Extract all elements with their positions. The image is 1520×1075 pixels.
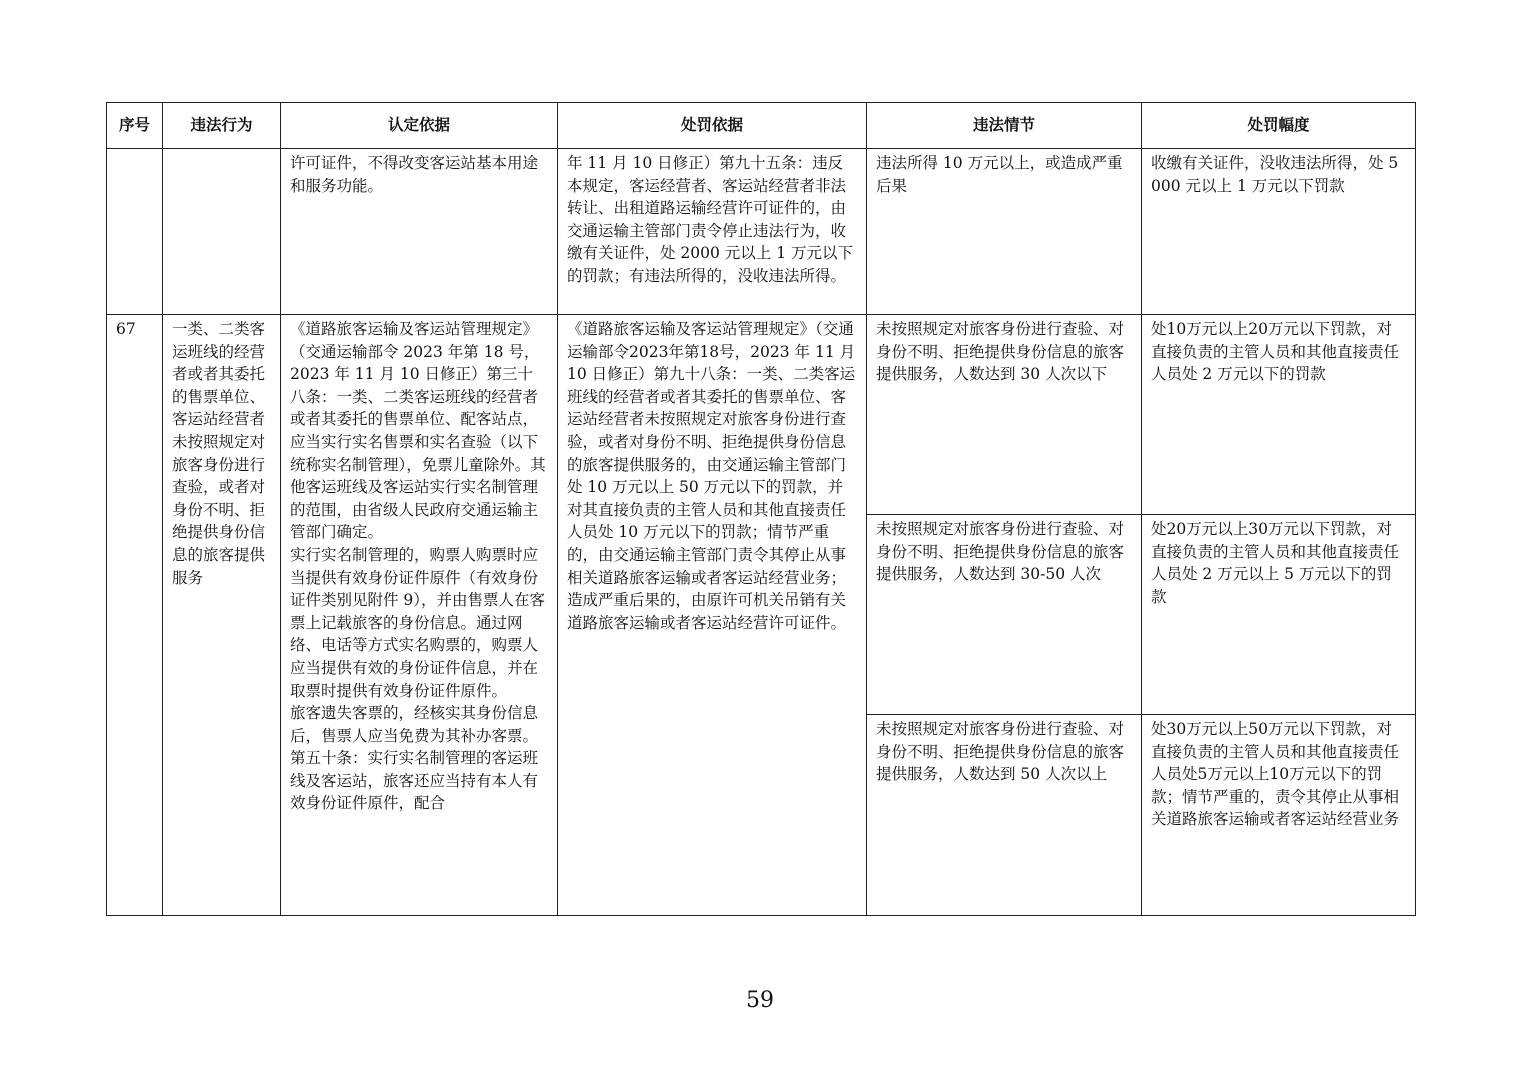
header-behavior: 违法行为	[163, 103, 281, 149]
row2-circumstance-3: 未按照规定对旅客身份进行查验、对身份不明、拒绝提供身份信息的旅客提供服务，人数达到 50 人次以上	[867, 715, 1142, 916]
row2-range-1: 处10万元以上20万元以下罚款，对直接负责的主管人员和其他直接责任人员处 2 万元以下的罚款	[1142, 315, 1416, 515]
basis-paragraph: 旅客遗失客票的，经核实其身份信息后，售票人应当免费为其补办客票。	[290, 704, 539, 745]
row2-range-2: 处20万元以上30万元以下罚款，对直接负责的主管人员和其他直接责任人员处 2 万元以上 5 万元以下的罚款	[1142, 515, 1416, 715]
row1-no	[107, 149, 163, 315]
basis-paragraph: 实行实名制管理的，购票人购票时应当提供有效身份证件原件（有效身份证件类别见附件 9），并由售票人在客票上记载旅客的身份信息。通过网络、电话等方式实名购票的，购票人应当提供有效的身份证件信息，并在取票时提供有效身份证件原件。	[290, 545, 546, 700]
row1-basis: 许可证件，不得改变客运站基本用途和服务功能。	[281, 149, 558, 315]
row1-behavior	[163, 149, 281, 315]
header-row	[107, 103, 1416, 149]
row1-penalty-basis: 年 11 月 10 日修正）第九十五条：违反本规定，客运经营者、客运站经营者非法转让、出租道路运输经营许可证件的，由交通运输主管部门责令停止违法行为，收缴有关证件，处 2000 元以上 1 万元以下的罚款；有违法所得的，没收违法所得。	[558, 149, 867, 315]
basis-paragraph: 《道路旅客运输及客运站管理规定》（交通运输部令 2023 年第 18 号，2023 年 11 月 10 日修正）第三十八条：一类、二类客运班线的经营者或者其委托的售票单位、配客站点，应当实行实名售票和实名查验（以下统称实名制管理），免票儿童除外。其他客运班线及客运站实行实名制管理的范围，由省级人民政府交通运输主管部门确定。	[290, 320, 546, 542]
row2-behavior: 一类、二类客运班线的经营者或者其委托的售票单位、客运站经营者未按照规定对旅客身份进行查验，或者对身份不明、拒绝提供身份信息的旅客提供服务	[163, 315, 281, 916]
row1-range: 收缴有关证件，没收违法所得，处 5000 元以上 1 万元以下罚款	[1142, 149, 1416, 315]
header-no: 序号	[107, 103, 163, 149]
row2-range-3: 处30万元以上50万元以下罚款，对直接负责的主管人员和其他直接责任人员处5万元以上10万元以下的罚款；情节严重的，责令其停止从事相关道路旅客运输或者客运站经营业务	[1142, 715, 1416, 916]
row2-basis	[281, 315, 558, 916]
header-range: 处罚幅度	[1142, 103, 1416, 149]
penalty-table	[106, 102, 1416, 916]
table-row	[107, 315, 1416, 515]
row2-circumstance-1: 未按照规定对旅客身份进行查验、对身份不明、拒绝提供身份信息的旅客提供服务，人数达到 30 人次以下	[867, 315, 1142, 515]
row2-no: 67	[107, 315, 163, 916]
page-number: 59	[746, 988, 774, 1013]
basis-paragraph: 第五十条：实行实名制管理的客运班线及客运站，旅客还应当持有本人有效身份证件原件，配合	[290, 749, 539, 813]
table-row	[107, 149, 1416, 315]
header-circumstance: 违法情节	[867, 103, 1142, 149]
row1-circumstance: 违法所得 10 万元以上，或造成严重后果	[867, 149, 1142, 315]
row2-circumstance-2: 未按照规定对旅客身份进行查验、对身份不明、拒绝提供身份信息的旅客提供服务，人数达到 30-50 人次	[867, 515, 1142, 715]
row2-penalty-basis: 《道路旅客运输及客运站管理规定》（交通运输部令2023年第18号，2023 年 11 月 10 日修正）第九十八条：一类、二类客运班线的经营者或者其委托的售票单位、客运站经营者未按照规定对旅客身份进行查验，或者对身份不明、拒绝提供身份信息的旅客提供服务的，由交通运输主管部门处 10 万元以上 50 万元以下的罚款，并对其直接负责的主管人员和其他直接责任人员处 10 万元以下的罚款；情节严重的，由交通运输主管部门责令其停止从事相关道路旅客运输或者客运站经营业务；造成严重后果的，由原许可机关吊销有关道路旅客运输或者客运站经营许可证件。	[558, 315, 867, 916]
header-penalty-basis: 处罚依据	[558, 103, 867, 149]
header-basis: 认定依据	[281, 103, 558, 149]
